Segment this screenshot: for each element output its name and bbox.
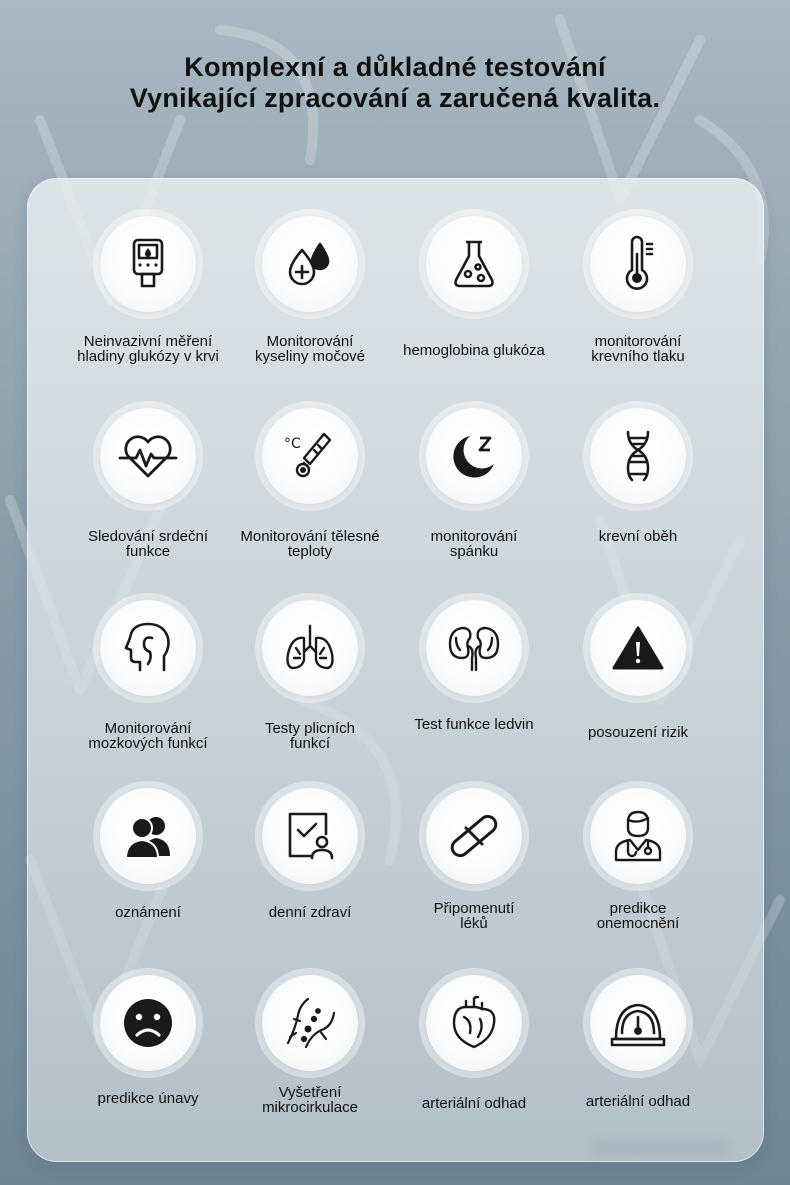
feature-sleep bbox=[389, 408, 559, 598]
microcirculation-icon bbox=[262, 975, 358, 1071]
feature-label: Testy plicních funkcí bbox=[264, 720, 356, 752]
header bbox=[0, 52, 790, 114]
feature-microcirculation bbox=[225, 975, 395, 1165]
feature-label: Vyšetření mikrocirkulace bbox=[262, 1084, 358, 1116]
feature-label: predikce onemocnění bbox=[596, 900, 680, 932]
feature-label: Monitorování kyseliny močové bbox=[254, 333, 366, 365]
heart-organ-icon bbox=[426, 975, 522, 1071]
feature-medication-reminder bbox=[389, 788, 559, 978]
feature-label: Test funkce ledvin bbox=[414, 716, 534, 733]
checklist-user-icon bbox=[262, 788, 358, 884]
feature-kidney-function bbox=[389, 600, 559, 790]
feature-notification bbox=[63, 788, 233, 978]
feature-label: Sledování srdeční funkce bbox=[87, 528, 209, 560]
kidneys-icon bbox=[426, 600, 522, 696]
feature-label: Monitorování tělesné teploty bbox=[240, 528, 380, 560]
sad-face-icon bbox=[100, 975, 196, 1071]
feature-hemoglobin-glucose bbox=[389, 216, 559, 406]
lungs-icon bbox=[262, 600, 358, 696]
celsius-thermometer-icon bbox=[262, 408, 358, 504]
feature-blood-circulation bbox=[553, 408, 723, 598]
feature-risk-assessment bbox=[553, 600, 723, 790]
feature-label: krevní oběh bbox=[598, 528, 678, 545]
feature-blood-pressure bbox=[553, 216, 723, 406]
decorative-smudge bbox=[590, 1140, 730, 1156]
doctor-icon bbox=[590, 788, 686, 884]
feature-body-temperature bbox=[225, 408, 395, 598]
feature-heart-function bbox=[63, 408, 233, 598]
flask-icon bbox=[426, 216, 522, 312]
features-panel bbox=[27, 178, 764, 1162]
feature-label: predikce únavy bbox=[97, 1090, 199, 1107]
moon-sleep-icon bbox=[426, 408, 522, 504]
feature-fatigue-prediction bbox=[63, 975, 233, 1165]
pill-icon bbox=[426, 788, 522, 884]
feature-arterial-estimate bbox=[389, 975, 559, 1165]
head-profile-icon bbox=[100, 600, 196, 696]
feature-disease-prediction bbox=[553, 788, 723, 978]
headline: Komplexní a důkladné testování bbox=[184, 52, 606, 82]
svg-text:°C: °C bbox=[284, 436, 301, 452]
feature-label: denní zdraví bbox=[268, 904, 352, 921]
feature-label: posouzení rizik bbox=[587, 724, 689, 741]
feature-label: monitorování spánku bbox=[430, 528, 518, 560]
feature-label: arteriální odhad bbox=[421, 1095, 527, 1112]
feature-arterial-estimate-gauge bbox=[553, 975, 723, 1165]
feature-daily-health bbox=[225, 788, 395, 978]
dna-icon bbox=[590, 408, 686, 504]
feature-label: Monitorování mozkových funkcí bbox=[88, 720, 208, 752]
glucose-meter-icon bbox=[100, 216, 196, 312]
feature-label: arteriální odhad bbox=[585, 1093, 691, 1110]
thermometer-icon bbox=[590, 216, 686, 312]
feature-label: Připomenutí léků bbox=[433, 900, 515, 932]
feature-label: monitorování krevního tlaku bbox=[591, 333, 685, 365]
heart-pulse-icon bbox=[100, 408, 196, 504]
drops-plus-icon bbox=[262, 216, 358, 312]
users-icon bbox=[100, 788, 196, 884]
gauge-icon bbox=[590, 975, 686, 1071]
warning-icon bbox=[590, 600, 686, 696]
feature-brain-function bbox=[63, 600, 233, 790]
feature-label: Neinvazivní měření hladiny glukózy v krvi bbox=[77, 333, 219, 365]
feature-label: hemoglobina glukóza bbox=[403, 342, 545, 359]
feature-blood-glucose bbox=[63, 216, 233, 406]
subheadline: Vynikající zpracování a zaručená kvalita. bbox=[129, 83, 661, 113]
feature-lung-function bbox=[225, 600, 395, 790]
feature-uric-acid bbox=[225, 216, 395, 406]
feature-label: oznámení bbox=[115, 904, 181, 921]
